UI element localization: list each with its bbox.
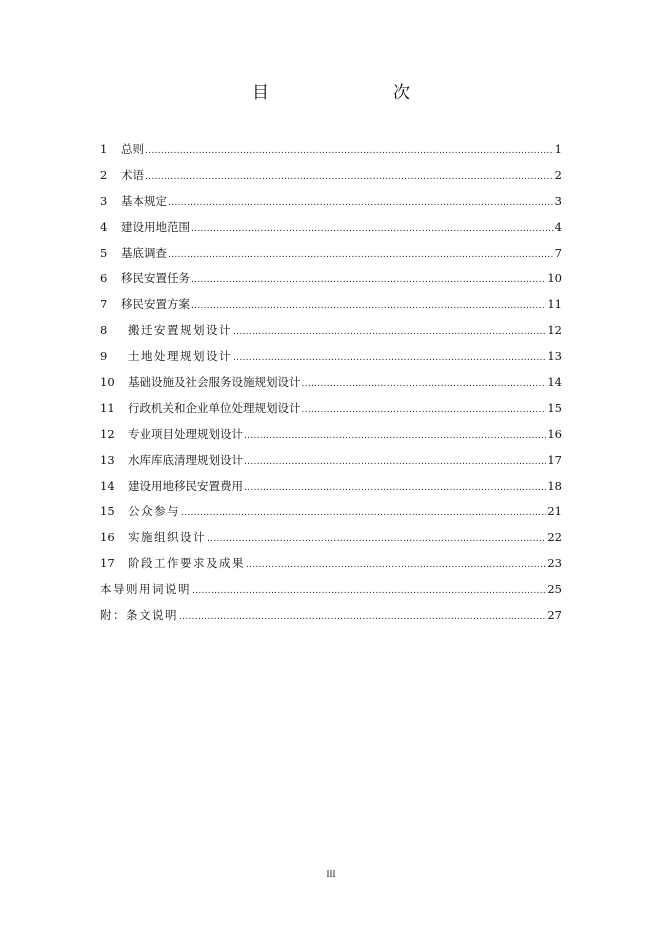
toc-entry-number: 14 (100, 478, 115, 493)
toc-entry-page: 23 (547, 556, 562, 571)
dot-leader (145, 167, 554, 187)
toc-entry-number: 4 (100, 219, 108, 234)
dot-leader (168, 245, 554, 265)
toc-entry-page: 17 (547, 452, 562, 467)
toc-entry-number: 17 (100, 556, 115, 571)
toc-entry[interactable] (100, 579, 562, 605)
toc-entry[interactable] (100, 268, 562, 294)
toc-entry-number: 5 (100, 245, 108, 260)
toc-entry-number: 15 (100, 504, 115, 519)
dot-leader (145, 141, 554, 161)
dot-leader (191, 270, 546, 290)
toc-entry-title: 土地处理规划设计 (128, 349, 232, 364)
toc-entry-page: 2 (554, 167, 562, 182)
toc-entry-number: 7 (100, 297, 108, 312)
toc-entry-title: 基础设施及社会服务设施规划设计 (128, 375, 301, 390)
toc-entry-title: 实施组织设计 (128, 530, 206, 545)
page-number: III (326, 869, 336, 879)
toc-entry[interactable] (100, 320, 562, 346)
toc-entry-page: 14 (547, 375, 562, 390)
toc-entry-page: 12 (547, 323, 562, 338)
toc-entry-title: 本导则用词说明 (100, 582, 191, 597)
toc-entry-title: 行政机关和企业单位处理规划设计 (128, 400, 301, 415)
dot-leader (244, 426, 546, 446)
toc-entry-number: 8 (100, 323, 108, 338)
toc-entry-number: 2 (100, 167, 108, 182)
toc-entry-title: 搬迁安置规划设计 (128, 323, 232, 338)
toc-entry-title: 阶段工作要求及成果 (128, 556, 245, 571)
toc-entry-title: 专业项目处理规划设计 (128, 426, 243, 441)
toc-entry-title: 水库库底清理规划设计 (128, 452, 243, 467)
toc-entry-page: 1 (554, 142, 562, 156)
dot-leader (191, 219, 554, 239)
dot-leader (168, 193, 554, 213)
dot-leader (246, 555, 546, 575)
page-title: 目 次 (252, 83, 440, 103)
toc-entry-title: 术语 (121, 167, 144, 182)
toc-entry[interactable] (100, 527, 562, 553)
toc-entry-title: 基本规定 (121, 193, 167, 208)
toc-entry-number: 13 (100, 452, 115, 467)
toc-entry-title: 移民安置任务 (121, 271, 190, 286)
toc-entry-number: 12 (100, 426, 115, 441)
dot-leader (302, 400, 547, 420)
toc-entry-page: 15 (547, 400, 562, 415)
toc-entry-number: 6 (100, 271, 108, 286)
toc-entry[interactable] (100, 605, 562, 631)
toc-entry[interactable] (100, 294, 562, 320)
toc-entry[interactable] (100, 165, 562, 191)
toc-entry[interactable] (100, 553, 562, 579)
toc-entry-title: 总则 (121, 142, 144, 156)
toc-entry-number: 10 (100, 375, 115, 390)
dot-leader (179, 607, 546, 627)
toc-entry-page: 7 (554, 245, 562, 260)
toc-entry[interactable] (100, 243, 562, 269)
toc-entry[interactable] (100, 372, 562, 398)
toc-entry-title: 基底调查 (121, 245, 167, 260)
toc-entry-number: 1 (100, 142, 108, 156)
toc-entry[interactable] (100, 398, 562, 424)
toc-entry-title: 建设用地移民安置费用 (128, 478, 243, 493)
toc-entry-page: 13 (547, 349, 562, 364)
dot-leader (181, 503, 546, 523)
dot-leader (244, 478, 546, 498)
dot-leader (233, 348, 546, 368)
toc-entry-page: 25 (547, 582, 562, 597)
toc-entry-number: 9 (100, 349, 108, 364)
dot-leader (233, 322, 546, 342)
toc-entry-title: 移民安置方案 (121, 297, 190, 312)
dot-leader (207, 529, 546, 549)
dot-leader (192, 581, 546, 601)
toc-entry-page: 11 (547, 297, 562, 312)
toc-entry[interactable] (100, 424, 562, 450)
toc-entry[interactable] (100, 501, 562, 527)
toc-entry[interactable] (100, 450, 562, 476)
toc-entry-title: 公众参与 (128, 504, 180, 519)
dot-leader (302, 374, 547, 394)
toc-entry-page: 10 (547, 271, 562, 286)
toc-entry-number: 11 (100, 400, 115, 415)
toc-entry-title: 附：条文说明 (100, 608, 178, 623)
dot-leader (191, 296, 546, 316)
table-of-contents (100, 139, 562, 631)
toc-entry[interactable] (100, 139, 562, 165)
toc-entry[interactable] (100, 217, 562, 243)
toc-entry-page: 4 (554, 219, 562, 234)
toc-entry-page: 21 (547, 504, 562, 519)
toc-entry[interactable] (100, 191, 562, 217)
toc-entry[interactable] (100, 476, 562, 502)
toc-entry-number: 16 (100, 530, 115, 545)
toc-entry-page: 22 (547, 530, 562, 545)
toc-entry-page: 3 (554, 193, 562, 208)
toc-entry-page: 16 (547, 426, 562, 441)
toc-entry-page: 18 (547, 478, 562, 493)
dot-leader (244, 452, 546, 472)
toc-entry-number: 3 (100, 193, 108, 208)
toc-entry-page: 27 (547, 608, 562, 623)
toc-entry-title: 建设用地范围 (121, 219, 190, 234)
toc-entry[interactable] (100, 346, 562, 372)
